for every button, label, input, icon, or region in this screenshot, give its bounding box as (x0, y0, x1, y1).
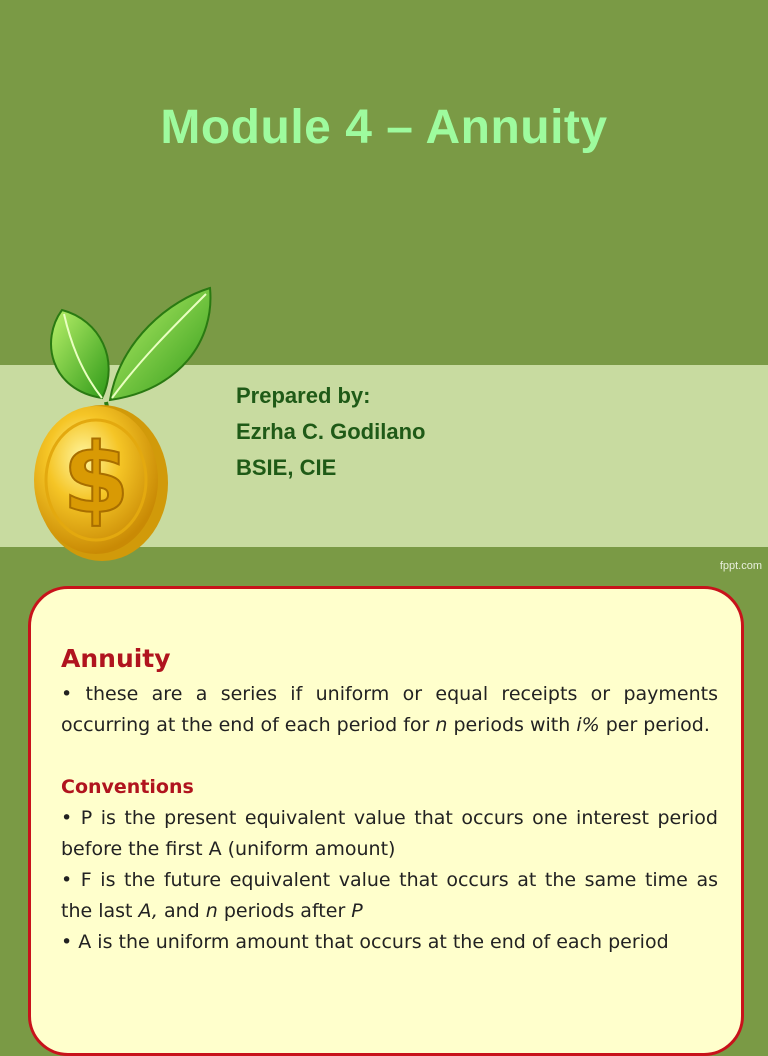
svg-text:$: $ (62, 423, 130, 535)
prepared-by-label: Prepared by: (236, 383, 371, 408)
author-name: Ezrha C. Godilano (236, 419, 426, 444)
leaf-coin-graphic (10, 280, 230, 570)
slide-title: Module 4 – Annuity (160, 101, 608, 154)
author-block (236, 378, 425, 486)
convention-a: • A is the uniform amount that occurs at the end of each period (61, 931, 669, 953)
convention-f: • F is the future equivalent value that occurs at the same time as the last A, and n periods after P (61, 869, 718, 922)
dollar-coin-icon (34, 405, 168, 561)
content-card (28, 586, 744, 1056)
convention-p: • P is the present equivalent value that occurs one interest period before the first A (uniform amount) (61, 807, 718, 860)
card-content (61, 639, 718, 958)
author-credentials: BSIE, CIE (236, 455, 337, 480)
definition-paragraph: • these are a series if uniform or equal receipts or payments occurring at the end of each period for n periods with i% per period. (61, 683, 718, 736)
conventions-heading: Conventions (61, 776, 194, 798)
section-heading: Annuity (61, 644, 171, 673)
watermark: fppt.com (719, 560, 762, 572)
leaf-icon (51, 288, 210, 420)
